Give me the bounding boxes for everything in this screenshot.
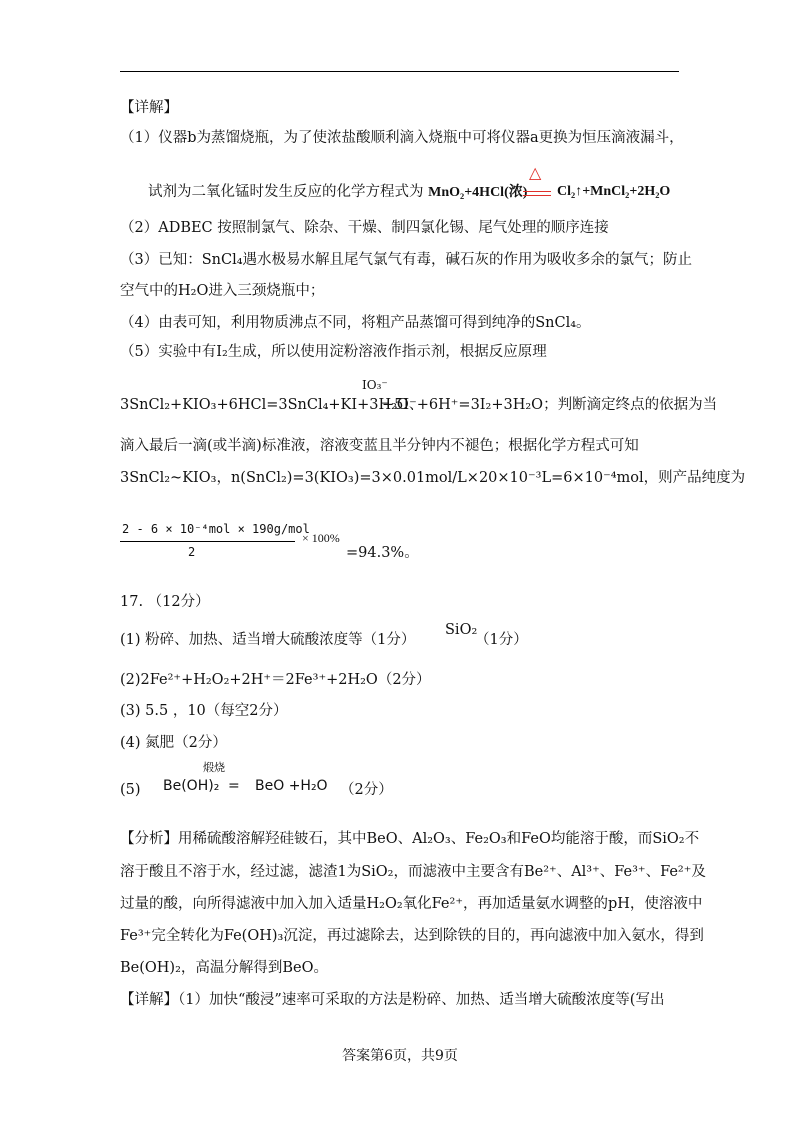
heating-triangle-icon: △ <box>529 163 542 182</box>
analysis-line-2: 溶于酸且不溶于水，经过滤，滤渣1为SiO₂，而滤液中主要含有Be²⁺、Al³⁺、Fe³⁺、Fe²⁺及 <box>120 864 706 880</box>
beoh2-equals: = <box>228 778 240 794</box>
q17-sio2: SiO₂ <box>445 622 478 638</box>
header-rule <box>120 71 679 72</box>
q17-answer-1: (1) 粉碎、加热、适当增大硫酸浓度等（1分） <box>120 632 416 648</box>
analysis-line-3: 过量的酸，向所得滤液中加入加入适量H₂O₂氧化Fe²⁺，再加适量氨水调整的pH，使溶液中 <box>120 896 703 912</box>
reaction-line-right: +5I⁻+6H⁺=3I₂+3H₂O；判断滴定终点的依据为当 <box>382 397 718 413</box>
analysis-line-1: 【分析】用稀硫酸溶解羟硅铍石，其中BeO、Al₂O₃、Fe₂O₃和FeO均能溶于酸，而SiO₂不 <box>120 831 700 847</box>
calcination-condition: 煅烧 <box>203 761 225 774</box>
fraction-denominator: 2 <box>188 545 196 559</box>
detail-paragraph-3a: （3）已知：SnCl₄遇水极易水解且尾气氯气有毒，碱石灰的作用为吸收多余的氯气；防止 <box>120 252 693 268</box>
beoh2-formula: Be(OH)₂ <box>163 778 220 794</box>
beo-products: BeO +H₂O <box>255 778 328 794</box>
fraction-multiplier: × 100% <box>302 531 340 545</box>
detail-paragraph-5c: 滴入最后一滴(或半滴)标准液，溶液变蓝且半分钟内不褪色；根据化学方程式可知 <box>120 438 639 454</box>
fraction-numerator: 2 - 6 × 10⁻⁴mol × 190g/mol <box>122 522 310 536</box>
equation-left: MnO₂+4HCl(浓) <box>428 185 528 200</box>
q17-answer-3: (3) 5.5 ，10（每空2分） <box>120 703 288 719</box>
detail-paragraph-3b: 空气中的H₂O进入三颈烧瓶中； <box>120 283 325 299</box>
analysis-line-5: Be(OH)₂，高温分解得到BeO。 <box>120 960 329 976</box>
analysis-line-4: Fe³⁺完全转化为Fe(OH)₃沉淀，再过滤除去，达到除铁的目的，再向滤液中加入氨水，得到 <box>120 928 704 944</box>
equation-line <box>148 182 527 203</box>
equation-double-line <box>523 191 551 196</box>
page-footer: 答案第6页，共9页 <box>342 1048 458 1064</box>
iodate-ion: IO₃⁻ <box>362 378 388 392</box>
q17-answer-1-score: （1分） <box>475 632 528 648</box>
detail-paragraph-1: （1）仪器b为蒸馏烧瓶，为了使浓盐酸顺利滴入烧瓶中可将仪器a更换为恒压滴液漏斗， <box>120 130 684 146</box>
equation-right: Cl₂↑+MnCl₂+2H₂O <box>557 184 671 199</box>
detail-paragraph-2: （2）ADBEC 按照制氯气、除杂、干燥、制四氯化锡、尾气处理的顺序连接 <box>120 220 609 236</box>
q17-answer-2: (2)2Fe²⁺+H₂O₂+2H⁺＝2Fe³⁺+2H₂O（2分） <box>120 672 431 688</box>
q17-answer-5-label: (5) <box>120 782 141 798</box>
q17-answer-4: (4) 氮肥（2分） <box>120 735 227 751</box>
fraction-bar <box>120 541 295 542</box>
reaction-line-left: 3SnCl₂+KIO₃+6HCl=3SnCl₄+KI+3H₂O、 <box>120 397 424 413</box>
q17-title: 17. （12分） <box>120 594 210 610</box>
detail-paragraph-5d: 3SnCl₂~KIO₃，n(SnCl₂)=3(KIO₃)=3×0.01mol/L×20×10⁻³L=6×10⁻⁴mol，则产品纯度为 <box>120 470 746 486</box>
detail-header: 【详解】 <box>120 100 178 116</box>
equation-lead-text: 试剂为二氧化锰时发生反应的化学方程式为 <box>148 184 424 200</box>
detail-paragraph-4: （4）由表可知，利用物质沸点不同，将粗产品蒸馏可得到纯净的SnCl₄。 <box>120 315 591 331</box>
detail-paragraph-5a: （5）实验中有I₂生成，所以使用淀粉溶液作指示剂，根据反应原理 <box>120 344 547 360</box>
fraction-result: =94.3%。 <box>346 545 419 561</box>
q17-answer-5-score: （2分） <box>340 782 393 798</box>
detail2-line-1: 【详解】（1）加快“酸浸”速率可采取的方法是粉碎、加热、适当增大硫酸浓度等(写出 <box>120 992 665 1008</box>
